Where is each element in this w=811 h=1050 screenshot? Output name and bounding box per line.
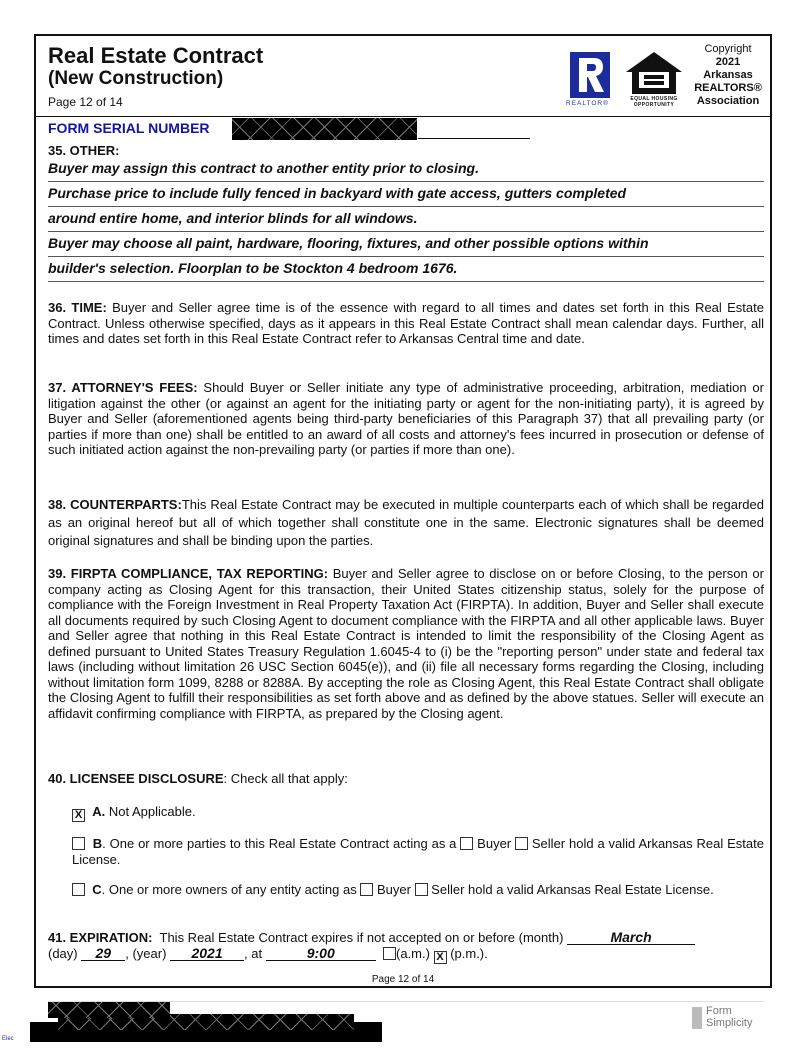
other-line-4[interactable]: Buyer may choose all paint, hardware, flooring, fixtures, and other possible options within	[48, 232, 764, 257]
electronic-signature-label: Elec	[2, 1036, 14, 1042]
option-c-seller-checkbox[interactable]	[415, 883, 428, 896]
section-39-heading: 39. FIRPTA COMPLIANCE, TAX REPORTING:	[48, 566, 329, 581]
option-b-parties-licensed: B. One or more parties to this Real Estate Contract acting as a Buyer Seller hold a valid Arkansas Real Estate License.	[72, 836, 764, 867]
document-icon	[692, 1007, 702, 1029]
header-page-number: Page 12 of 14	[48, 95, 123, 109]
option-c-owners-licensed: C. One or more owners of any entity acting as Buyer Seller hold a valid Arkansas Real Estate License.	[72, 882, 764, 898]
section-36-heading: 36. TIME:	[48, 300, 107, 315]
form-title: Real Estate Contract	[48, 43, 264, 68]
section-41-expiration: 41. EXPIRATION: This Real Estate Contract expires if not accepted on or before (month) March (day) 29 , (year) 2021 , at 9:00 (a.m.) X (p.m.).	[48, 930, 764, 964]
expiration-month-field[interactable]: March	[567, 930, 695, 945]
expiration-year-field[interactable]: 2021	[170, 946, 244, 961]
serial-label: FORM SERIAL NUMBER	[48, 120, 210, 136]
other-line-2[interactable]: Purchase price to include fully fenced in backyard with gate access, gutters completed	[48, 182, 764, 207]
footer-page-number: Page 12 of 14	[371, 974, 435, 985]
other-line-3[interactable]: around entire home, and interior blinds for all windows.	[48, 207, 764, 232]
form-simplicity-logo: Form Simplicity	[692, 1005, 772, 1031]
section-38-heading: 38. COUNTERPARTS:	[48, 497, 182, 512]
option-b-buyer-checkbox[interactable]	[460, 837, 473, 850]
section-35-heading: 35. OTHER:	[48, 143, 120, 158]
expiration-time-field[interactable]: 9:00	[266, 946, 376, 961]
equal-housing-logo-icon: EQUAL HOUSING OPPORTUNITY	[624, 50, 684, 110]
option-b-checkbox[interactable]	[72, 837, 85, 850]
option-c-checkbox[interactable]	[72, 883, 85, 896]
realtor-logo-icon: REALTOR®	[566, 52, 618, 108]
option-a-checkbox[interactable]: X	[72, 809, 85, 822]
section-40-licensee-disclosure: 40. LICENSEE DISCLOSURE: Check all that apply:	[48, 771, 348, 786]
option-b-seller-checkbox[interactable]	[515, 837, 528, 850]
option-c-buyer-checkbox[interactable]	[360, 883, 373, 896]
redacted-signature-block	[48, 1002, 170, 1018]
section-41-heading: 41. EXPIRATION:	[48, 930, 153, 945]
contract-page	[34, 34, 772, 988]
serial-underline	[418, 138, 530, 139]
option-a-not-applicable: X A. Not Applicable.	[72, 804, 764, 822]
expiration-day-field[interactable]: 29	[81, 946, 125, 961]
form-header	[36, 36, 770, 117]
other-line-5[interactable]: builder's selection. Floorplan to be Stockton 4 bedroom 1676.	[48, 257, 764, 282]
am-checkbox[interactable]	[383, 947, 396, 960]
pm-checkbox[interactable]: X	[434, 951, 447, 964]
section-37-heading: 37. ATTORNEY'S FEES:	[48, 380, 198, 395]
form-serial-number	[48, 120, 210, 140]
other-line-1[interactable]: Buyer may assign this contract to another entity prior to closing.	[48, 157, 764, 182]
section-38-counterparts: 38. COUNTERPARTS:This Real Estate Contract may be executed in multiple counterparts each of which shall be regarded as an original hereof but all of which together shall constitute one in the same. Electronic signatures shall be deemed original signatures and shall be binding upon the parties.	[48, 497, 764, 548]
form-subtitle: (New Construction)	[48, 68, 224, 89]
copyright-notice: Copyright 2021 Arkansas REALTORS® Association	[694, 43, 762, 107]
section-37-attorney-fees: 37. ATTORNEY'S FEES: Should Buyer or Seller initiate any type of administrative proceeding, arbitration, mediation or litigation against the other (or against an agent for the initiating party or agent for the non-initiating party), it is agreed by Buyer and Seller (aforementioned agents being third-party beneficiaries of this Paragraph 37) that all prevailing party (or parties if more than one) shall be entitled to an award of all costs and attorney's fees incurred in prosecution or defense of such initiated action against the non-prevailing party (or parties if more than one).	[48, 380, 764, 457]
section-39-firpta: 39. FIRPTA COMPLIANCE, TAX REPORTING: Buyer and Seller agree to disclose on or before Closing, to the person or company acting as Closing Agent for this transaction, their United States citizenship status, solely for the purpose of compliance with the Foreign Investment in Real Property Taxation Act (FIRPTA). In addition, Buyer and Seller shall execute all documents required by such Closing Agent to document compliance with the FIRPTA and all other applicable laws. Buyer and Seller agree that nothing in this Real Estate Contract is intended to limit the responsibility of the Closing Agent as defined pursuant to United States Treasury Regulation 1.6045-4 to (i) be the "reporting person" under state and federal tax laws (including without limitation 26 USC Section 6045(e)), and (ii) file all necessary forms regarding the Closing, including without limitation form 1099, 8288 or 8288A. By accepting the role as Closing Agent, this Real Estate Contract shall obligate the Closing Agent to fulfill their responsibilities as set forth above and as defined by the above statues. Seller will execute an affidavit confirming compliance with FIRPTA, as prepared by the Closing agent.	[48, 566, 764, 721]
section-40-heading: 40. LICENSEE DISCLOSURE	[48, 771, 224, 786]
section-36-time: 36. TIME: Buyer and Seller agree time is of the essence with regard to all times and dates set forth in this Real Estate Contract. Unless otherwise specified, days as it appears in this Real Estate Contract shall mean calendar days. Further, all times and dates set forth in this Real Estate Contract refer to Arkansas Central time and date.	[48, 300, 764, 346]
serial-redacted-block	[232, 118, 417, 140]
